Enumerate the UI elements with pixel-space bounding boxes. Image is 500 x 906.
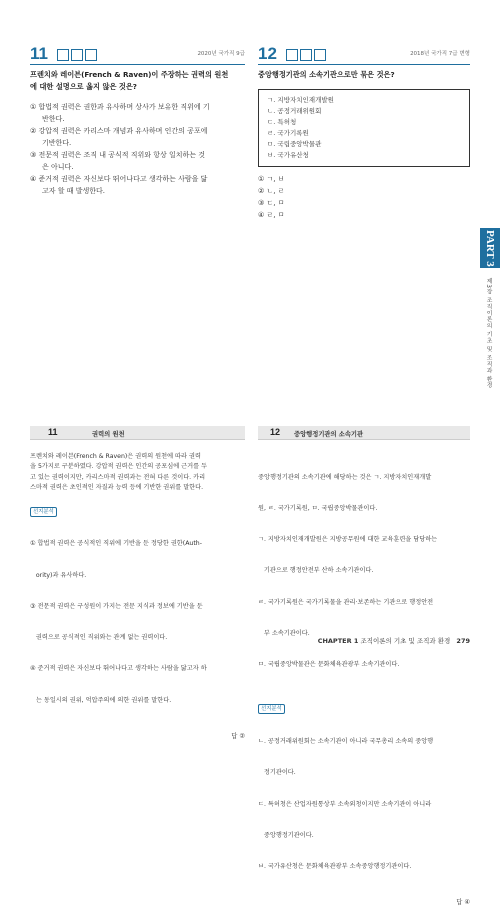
option-4[interactable]: ④ 준거적 권력은 자신보다 뛰어나다고 생각하는 사람을 닮 고자 할 때 발생한다.: [30, 175, 208, 195]
option-1[interactable]: ① 합법적 권력은 권한과 유사하며 상사가 보유한 직위에 기 반한다.: [30, 103, 210, 123]
footer-chapter-title: 조직이론의 기초 및 조직과 환경: [360, 637, 451, 645]
answer-key: 답 ②: [231, 732, 245, 740]
page-number: 279: [456, 637, 470, 645]
option-1[interactable]: ① ㄱ, ㅂ: [258, 175, 285, 183]
answer-key: 답 ④: [456, 899, 470, 906]
answer-title: 중앙행정기관의 소속기관: [294, 431, 364, 438]
divider: [258, 64, 470, 65]
option-3[interactable]: ③ 전문적 권력은 조직 내 공식적 직위와 항상 일치하는 것 은 아니다.: [30, 151, 206, 171]
page-footer: [318, 636, 470, 645]
question-11: [30, 44, 245, 197]
side-chapter-text: 제3장 조직이론의 기초 및 조직과 환경: [485, 278, 491, 389]
footer-chapter: CHAPTER 1: [317, 637, 359, 645]
option-2[interactable]: ② ㄴ, ㄹ: [258, 187, 285, 195]
option-list: [30, 101, 245, 197]
analysis-text: ㄴ. 공정거래위원회는 소속기관이 아니라 국무총리 소속의 중앙행 정기관이다. ㄷ. 특허청은 산업자원통상부 소속외청이지만 소속기관이 아니라 중앙행정기관이다. ㅂ. 국가유산청은 문화체육관광부 소속중앙행정기관이다.: [258, 738, 434, 871]
question-text: 프렌치와 레이븐(French & Raven)이 주장하는 권력의 원천 에 대한 설명으로 옳지 않은 것은?: [30, 70, 229, 91]
answer-header: [258, 426, 470, 440]
analysis-tag: 선지분석: [258, 704, 285, 714]
question-source: 2018년 국가직 7급 변형: [410, 51, 470, 57]
analysis-text: ① 합법적 권력은 공식적인 직위에 기반을 둔 정당한 권한(Auth- ority)과 유사하다. ③ 전문적 권력은 구성원이 가지는 전문 지식과 정보에 기반을 둔 권력으로 공식적인 직위와는 관계 없는 권력이다. ④ 준거적 권력은 자신보다 뛰어나다고 생각하는 사람을 닮고자 하 는 동일시의 권위, 억압주의에 의한 권위를 말한다.: [30, 540, 207, 704]
answer-body: 프렌치와 레이븐(French & Raven)은 권력의 원천에 따라 권력 을 5가지로 구분하였다. 강압적 권력은 인간의 공포심에 근거를 두 고 있는 권력이지만, 카리스마적 권력과는 전혀 다른 것이다. 카리 스마적 권력은 초인적인 자질과 능력 등에 기반한 권위를 말한다.: [30, 453, 208, 492]
answer-number: 12: [270, 427, 281, 437]
answer-body: 중앙행정기관의 소속기관에 해당하는 것은 ㄱ. 지방자치인재개발 원, ㄹ. 국가기록원, ㅁ. 국립중앙박물관이다. ㄱ. 지방자치인재개발원은 지방공무원에 대한 교육훈련을 담당하는 기관으로 행정안전부 산하 소속기관이다. ㄹ. 국가기록원은 국가기록물을 관리·보존하는 기관으로 행정안전 부 소속기관이다. ㅁ. 국립중앙박물관은 문화체육관광부 소속기관이다.: [258, 473, 438, 669]
checkbox-group[interactable]: [286, 44, 328, 63]
question-source: 2020년 국가직 9급: [197, 51, 245, 57]
question-number: 11: [30, 44, 48, 63]
question-text: 중앙행정기관의 소속기관으로만 묶은 것은?: [258, 70, 395, 79]
checkbox-group[interactable]: [57, 44, 99, 63]
answer-11: [30, 426, 245, 740]
answer-title: 권력의 원천: [92, 431, 125, 438]
question-number: 12: [258, 44, 277, 63]
option-2[interactable]: ② 강압적 권력은 카리스마 개념과 유사하며 인간의 공포에 기반한다.: [30, 127, 208, 147]
answer-header: [30, 426, 245, 440]
option-list: [258, 173, 470, 221]
answer-12: [258, 426, 470, 906]
question-12: [258, 44, 470, 221]
part-tab: PART 3: [480, 228, 500, 268]
analysis-tag: 선지분석: [30, 507, 57, 517]
choice-box: ㄱ. 지방자치인재개발원 ㄴ. 공정거래위원회 ㄷ. 특허청 ㄹ. 국가기록원 ㅁ. 국립중앙박물관 ㅂ. 국가유산청: [258, 89, 470, 167]
divider: [30, 64, 245, 65]
answer-number: 11: [48, 427, 58, 437]
option-4[interactable]: ④ ㄹ, ㅁ: [258, 211, 285, 219]
option-3[interactable]: ③ ㄷ, ㅁ: [258, 199, 285, 207]
